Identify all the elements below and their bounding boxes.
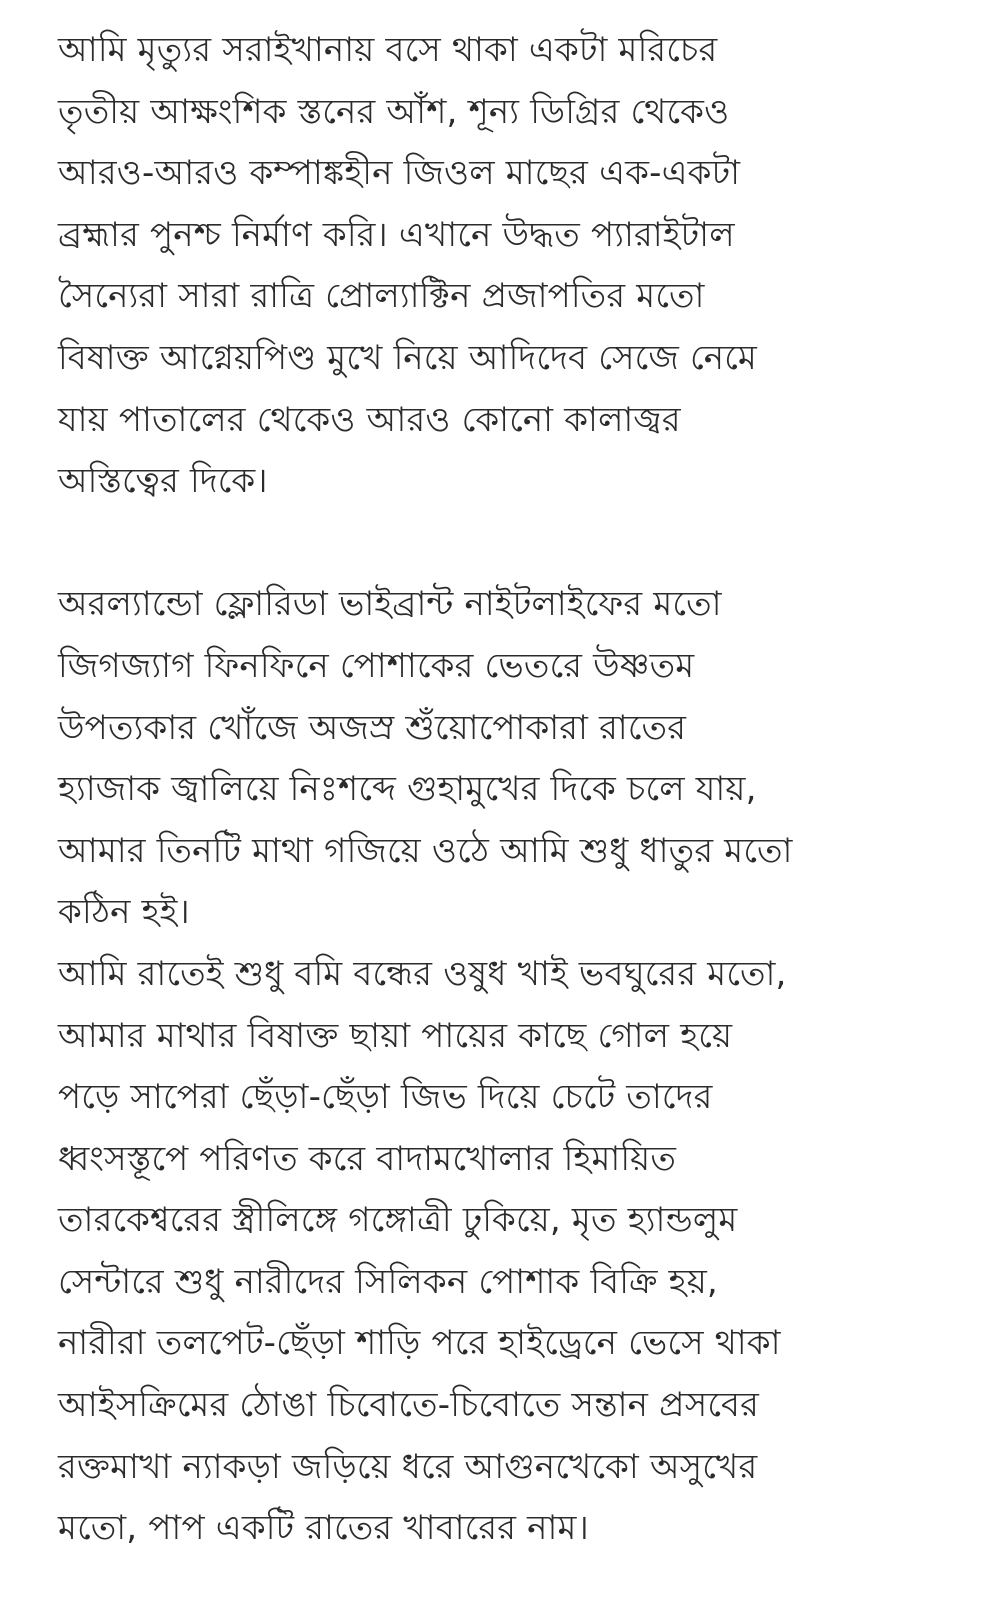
text-line: তৃতীয় আক্ষংশিক স্তনের আঁশ, শূন্য ডিগ্রির থেকেও bbox=[58, 91, 730, 132]
text-line: আইসক্রিমের ঠোঙা চিবোতে-চিবোতে সন্তান প্রসবের bbox=[58, 1385, 760, 1426]
paragraph-3 bbox=[58, 944, 948, 1560]
text-line: আরও-আরও কম্পাঙ্কহীন জিওল মাছের এক-একটা bbox=[58, 153, 741, 194]
text-line: ব্রহ্মার পুনশ্চ নির্মাণ করি। এখানে উদ্ধত প্যারাইটাল bbox=[58, 214, 735, 255]
text-line: রক্তমাখা ন্যাকড়া জড়িয়ে ধরে আগুনখেকো অসুখের bbox=[58, 1446, 758, 1487]
poem-document bbox=[58, 20, 948, 1560]
text-line: পড়ে সাপেরা ছেঁড়া-ছেঁড়া জিভ দিয়ে চেটে তাদের bbox=[58, 1077, 713, 1118]
text-line: অরল্যান্ডো ফ্লোরিডা ভাইব্রান্ট নাইটলাইফের মতো bbox=[58, 584, 722, 625]
text-line: বিষাক্ত আগ্নেয়পিণ্ড মুখে নিয়ে আদিদেব সেজে নেমে bbox=[58, 337, 757, 378]
text-line: সৈন্যেরা সারা রাত্রি প্রোল্যাক্টিন প্রজাপতির মতো bbox=[58, 276, 705, 317]
paragraph-spacer bbox=[58, 513, 948, 575]
text-line: আমি মৃত্যুর সরাইখানায় বসে থাকা একটা মরিচের bbox=[58, 30, 718, 70]
text-line: আমার তিনটি মাথা গজিয়ে ওঠে আমি শুধু ধাতুর মতো bbox=[58, 830, 793, 871]
text-line: আমার মাথার বিষাক্ত ছায়া পায়ের কাছে গোল হয়ে bbox=[58, 1015, 733, 1056]
text-line: যায় পাতালের থেকেও আরও কোনো কালাজ্বর bbox=[58, 399, 681, 440]
text-line: কঠিন হই। bbox=[58, 892, 190, 933]
text-line: নারীরা তলপেট-ছেঁড়া শাড়ি পরে হাইড্রেনে ভেসে থাকা bbox=[58, 1323, 781, 1364]
text-line: মতো, পাপ একটি রাতের খাবারের নাম। bbox=[58, 1508, 589, 1549]
text-line: জিগজ্যাগ ফিনফিনে পোশাকের ভেতরে উষ্ণতম bbox=[58, 645, 695, 686]
paragraph-1 bbox=[58, 20, 948, 513]
text-line: অস্তিত্বের দিকে। bbox=[58, 461, 268, 502]
text-line: হ্যাজাক জ্বালিয়ে নিঃশব্দে গুহামুখের দিকে চলে যায়, bbox=[58, 769, 757, 810]
text-line: ধ্বংসস্তূপে পরিণত করে বাদামখোলার হিমায়িত bbox=[58, 1138, 677, 1179]
paragraph-2 bbox=[58, 574, 948, 944]
text-line: উপত্যকার খোঁজে অজস্র শুঁয়োপোকারা রাতের bbox=[58, 707, 687, 748]
text-line: আমি রাতেই শুধু বমি বন্ধের ওষুধ খাই ভবঘুরের মতো, bbox=[58, 953, 787, 994]
text-line: তারকেশ্বরের স্ত্রীলিঙ্গে গঙ্গোত্রী ঢুকিয়ে, মৃত হ্যান্ডলুম bbox=[58, 1200, 738, 1241]
text-line: সেন্টারে শুধু নারীদের সিলিকন পোশাক বিক্রি হয়, bbox=[58, 1261, 718, 1302]
